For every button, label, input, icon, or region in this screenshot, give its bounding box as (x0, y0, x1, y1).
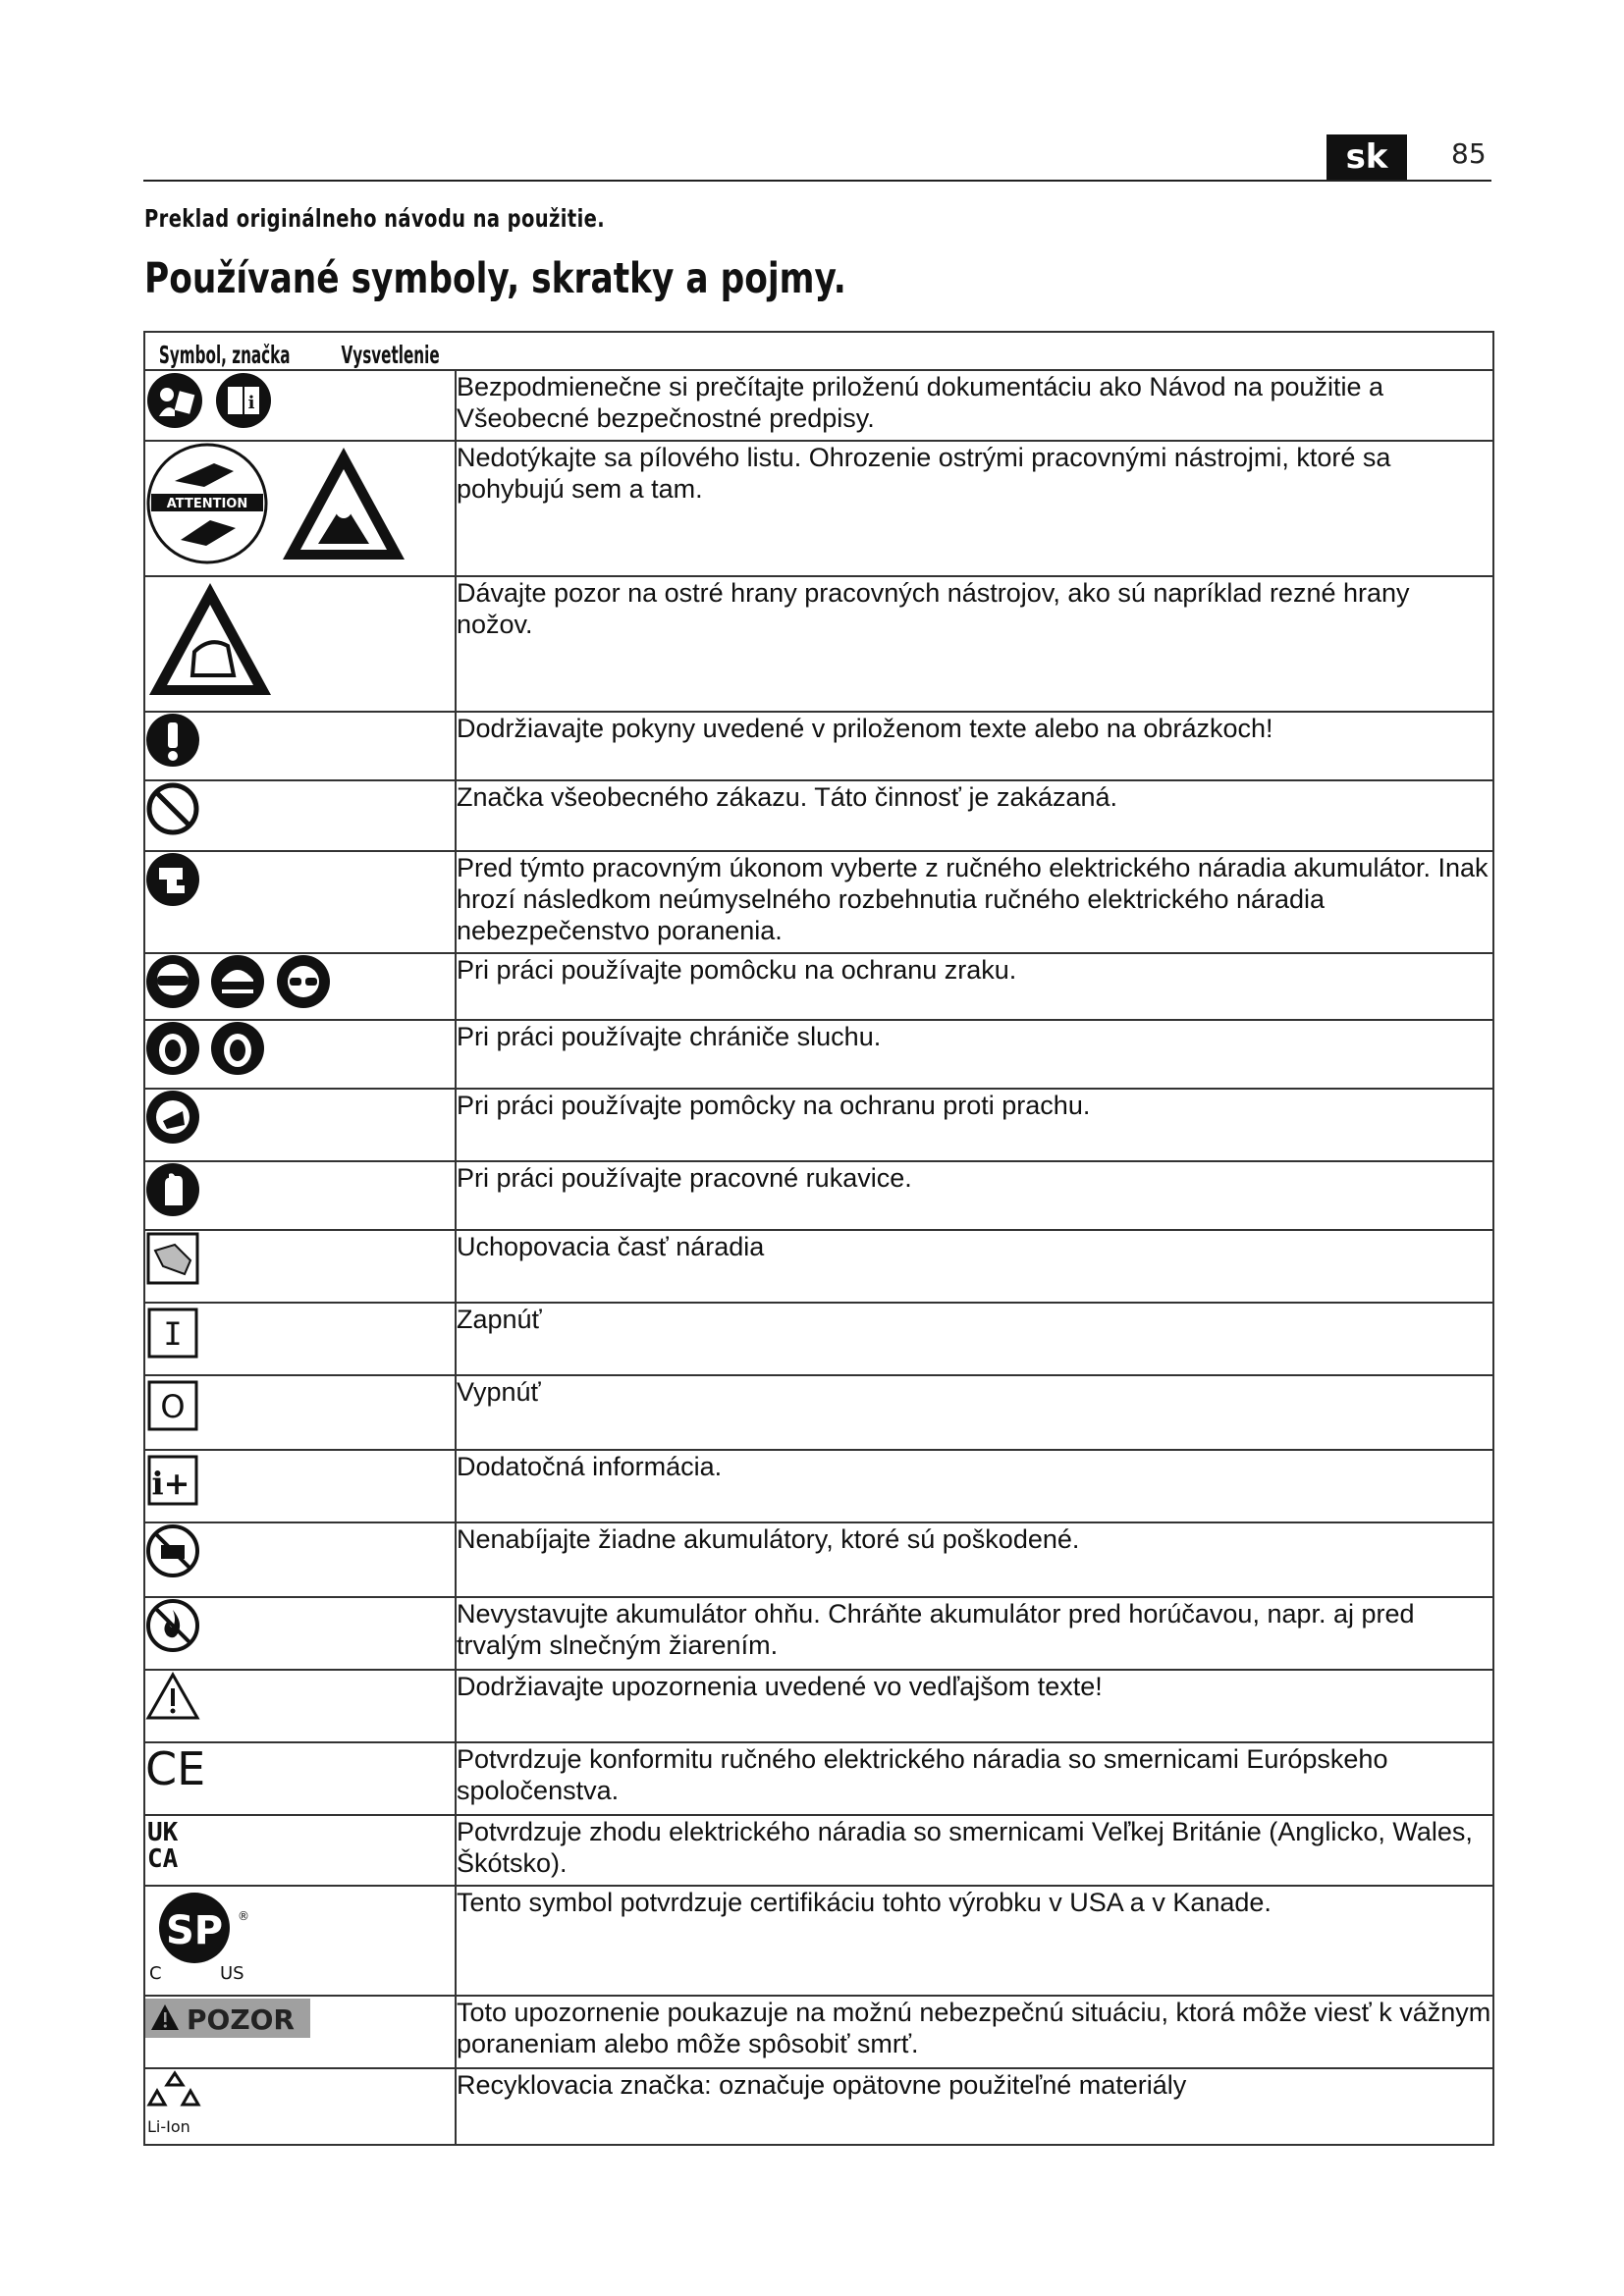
table-row (144, 953, 1493, 1020)
table-row (144, 1815, 1493, 1886)
pozor-label-icon (145, 1997, 310, 2040)
table-row (144, 1597, 1493, 1670)
column-header-symbol: Symbol, značka (158, 341, 291, 369)
csa-mark-icon (145, 1887, 263, 1983)
table-row (144, 576, 1493, 712)
svg-text:C: C (149, 1963, 162, 1983)
recycling-li-ion-icon (145, 2069, 204, 2138)
svg-text:i: i (248, 393, 255, 413)
explanation-cell: Značka všeobecného zákazu. Táto činnosť je zakázaná. (456, 780, 1493, 851)
table-row (144, 2068, 1493, 2145)
prohibition-icon (145, 781, 200, 836)
explanation-cell: Dávajte pozor na ostré hrany pracovných nástrojov, ako sú napríklad rezné hrany nožov. (456, 576, 1493, 712)
eye-protection-goggles-icon (145, 954, 200, 1009)
ear-protection-icon (145, 1021, 200, 1076)
ukca-mark-icon (145, 1816, 194, 1871)
symbol-cell (144, 712, 456, 780)
explanation-cell: Pri práci používajte pomôcku na ochranu zraku. (456, 953, 1493, 1020)
symbol-cell (144, 1161, 456, 1230)
explanation-cell: Potvrdzuje konformitu ručného elektrického náradia so smernicami Európskeho spoločenstva. (456, 1742, 1493, 1815)
explanation-cell: Dodržiavajte pokyny uvedené v priloženom texte alebo na obrázkoch! (456, 712, 1493, 780)
symbol-cell (144, 1089, 456, 1161)
grip-area-icon (145, 1231, 200, 1286)
symbol-cell (144, 1375, 456, 1450)
explanation-cell: Bezpodmienečne si prečítajte priloženú dokumentáciu ako Návod na použitie a Všeobecné bezpečnostné predpisy. (456, 370, 1493, 441)
dust-mask-icon (145, 1090, 200, 1145)
power-off-icon (145, 1376, 200, 1431)
attention-saw-blade-icon (145, 442, 269, 565)
header-divider (143, 180, 1491, 182)
svg-text:US: US (220, 1963, 244, 1983)
no-charging-damaged-battery-icon (145, 1523, 200, 1578)
page-number: 85 (1451, 137, 1487, 170)
explanation-cell: Tento symbol potvrdzuje certifikáciu tohto výrobku v USA a v Kanade. (456, 1886, 1493, 1996)
symbol-cell (144, 1522, 456, 1597)
ear-protection-icon (210, 1021, 265, 1076)
table-row (144, 1742, 1493, 1815)
explanation-cell: Zapnúť (456, 1303, 1493, 1375)
symbol-cell (144, 1450, 456, 1522)
explanation-cell: Pri práci používajte pracovné rukavice. (456, 1161, 1493, 1230)
warning-cutting-icon (279, 442, 408, 565)
svg-text:CA: CA (147, 1844, 179, 1871)
explanation-cell: Nenabíjajte žiadne akumulátory, ktoré sú poškodené. (456, 1522, 1493, 1597)
symbol-cell (144, 1742, 456, 1815)
symbol-cell (144, 576, 456, 712)
info-book-icon (214, 371, 273, 430)
symbol-cell (144, 953, 456, 1020)
explanation-cell: Dodatočná informácia. (456, 1450, 1493, 1522)
symbol-cell (144, 851, 456, 953)
table-row (144, 1020, 1493, 1089)
table-header (144, 332, 1493, 370)
read-manual-icon (145, 371, 204, 430)
svg-text:UK: UK (147, 1818, 179, 1847)
explanation-cell: Uchopovacia časť náradia (456, 1230, 1493, 1303)
table-row (144, 1375, 1493, 1450)
warning-sharp-edge-icon (145, 577, 275, 701)
symbol-cell (144, 1597, 456, 1670)
power-on-icon (145, 1304, 200, 1359)
explanation-cell: Pri práci používajte chrániče sluchu. (456, 1020, 1493, 1089)
table-row (144, 370, 1493, 441)
explanation-cell: Toto upozornenie poukazuje na možnú nebezpečnú situáciu, ktorá môže viesť k vážnym poraneniam alebo môže spôsobiť smrť. (456, 1996, 1493, 2068)
explanation-cell: Dodržiavajte upozornenia uvedené vo vedľajšom texte! (456, 1670, 1493, 1742)
table-row (144, 441, 1493, 576)
explanation-cell: Pred týmto pracovným úkonom vyberte z ručného elektrického náradia akumulátor. Inak hrozí následkom neúmyselného rozbehnutia ručného elektrického náradia nebezpečenstvo poranenia. (456, 851, 1493, 953)
symbol-cell (144, 441, 456, 576)
symbol-cell (144, 1886, 456, 1996)
table-row (144, 1230, 1493, 1303)
explanation-cell: Nevystavujte akumulátor ohňu. Chráňte akumulátor pred horúčavou, napr. aj pred trvalým slnečným žiarením. (456, 1597, 1493, 1670)
table-row (144, 1886, 1493, 1996)
explanation-cell: Nedotýkajte sa pílového listu. Ohrozenie ostrými pracovnými nástrojmi, ktoré sa pohybujú sem a tam. (456, 441, 1493, 576)
no-fire-battery-icon (145, 1598, 200, 1653)
explanation-cell: Recyklovacia značka: označuje opätovne použiteľné materiály (456, 2068, 1493, 2145)
svg-text:®: ® (238, 1909, 249, 1923)
symbol-cell (144, 1230, 456, 1303)
gloves-icon (145, 1162, 200, 1217)
table-row (144, 1303, 1493, 1375)
svg-text:SP: SP (165, 1908, 224, 1953)
svg-text:Li-Ion: Li-Ion (147, 2117, 190, 2136)
symbol-cell (144, 2068, 456, 2145)
safety-glasses-icon (276, 954, 331, 1009)
table-row (144, 780, 1493, 851)
svg-text:i+: i+ (151, 1465, 190, 1502)
svg-text:I: I (163, 1315, 183, 1353)
symbol-cell (144, 1815, 456, 1886)
explanation-cell: Pri práci používajte pomôcky na ochranu proti prachu. (456, 1089, 1493, 1161)
language-badge: sk (1326, 134, 1407, 180)
symbol-cell (144, 780, 456, 851)
table-row (144, 1670, 1493, 1742)
face-shield-icon (210, 954, 265, 1009)
symbol-cell (144, 1020, 456, 1089)
exclamation-icon (145, 713, 200, 768)
page-title: Používané symboly, skratky a pojmy. (144, 254, 846, 303)
table-row (144, 1450, 1493, 1522)
symbol-cell (144, 1670, 456, 1742)
table-row (144, 1161, 1493, 1230)
svg-text:ATTENTION: ATTENTION (166, 497, 248, 511)
symbol-cell (144, 1996, 456, 2068)
document-subtitle: Preklad originálneho návodu na použitie. (144, 204, 606, 233)
ce-mark-icon (145, 1743, 214, 1792)
symbol-cell (144, 1303, 456, 1375)
table-row (144, 851, 1493, 953)
column-header-explanation: Vysvetlenie (341, 341, 441, 369)
table-header-row (144, 332, 1493, 370)
table-row (144, 1522, 1493, 1597)
table-row (144, 1996, 1493, 2068)
svg-text:CE: CE (145, 1743, 206, 1792)
table-row (144, 712, 1493, 780)
symbols-table (143, 331, 1494, 2146)
additional-info-icon (145, 1451, 200, 1506)
svg-text:O: O (160, 1388, 186, 1425)
table-row (144, 1089, 1493, 1161)
symbol-cell (144, 370, 456, 441)
remove-battery-icon (145, 852, 200, 907)
explanation-cell: Vypnúť (456, 1375, 1493, 1450)
explanation-cell: Potvrdzuje zhodu elektrického náradia so smernicami Veľkej Británie (Anglicko, Wales, Škótsko). (456, 1815, 1493, 1886)
svg-text:POZOR: POZOR (187, 2003, 295, 2036)
warning-triangle-icon (145, 1671, 200, 1722)
